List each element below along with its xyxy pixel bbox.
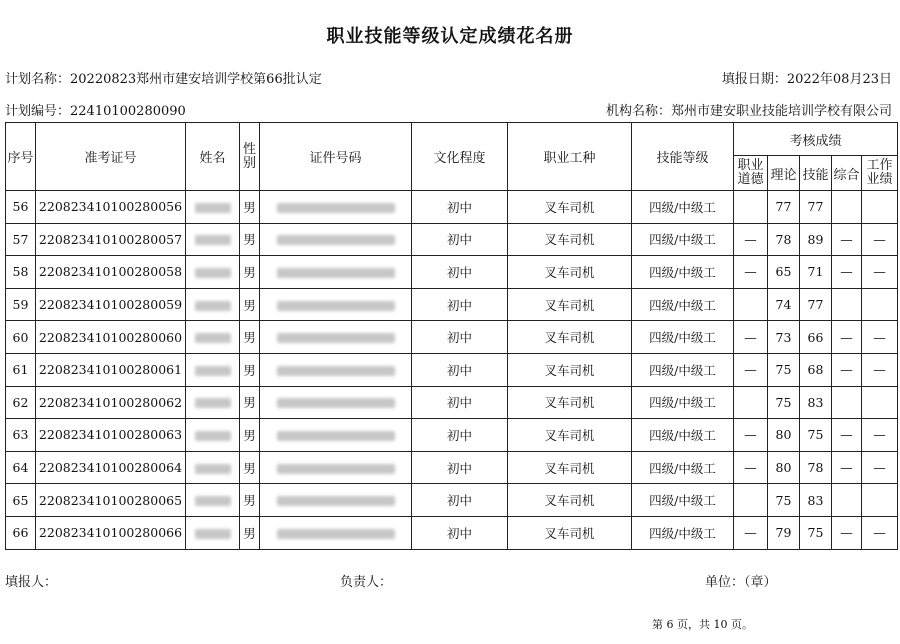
row-performance-score (862, 386, 898, 419)
row-skill-score: 66 (800, 321, 832, 354)
row-level: 四级/中级工 (632, 484, 734, 517)
row-level: 四级/中级工 (632, 353, 734, 386)
row-theory-score: 79 (768, 516, 800, 549)
redacted-id-number (277, 529, 395, 539)
redacted-name (195, 203, 231, 213)
row-level: 四级/中级工 (632, 386, 734, 419)
row-ticket-number: 220823410100280062 (36, 386, 186, 419)
row-education: 初中 (412, 484, 508, 517)
row-education: 初中 (412, 256, 508, 289)
row-seq: 63 (6, 419, 36, 452)
row-skill-score: 89 (800, 223, 832, 256)
header-name: 姓名 (186, 123, 240, 191)
row-ethics-score: — (734, 321, 768, 354)
footer-filler: 填报人： (5, 575, 58, 590)
row-education: 初中 (412, 451, 508, 484)
row-theory-score: 74 (768, 288, 800, 321)
plan-name (5, 68, 322, 87)
row-ticket-number: 220823410100280058 (36, 256, 186, 289)
row-ethics-score (734, 386, 768, 419)
row-seq: 62 (6, 386, 36, 419)
row-occupation: 叉车司机 (508, 386, 632, 419)
table-row (6, 484, 898, 517)
row-skill-score: 77 (800, 288, 832, 321)
table-row (6, 256, 898, 289)
row-gender: 男 (240, 321, 260, 354)
row-name (186, 516, 240, 549)
row-ethics-score: — (734, 353, 768, 386)
row-seq: 60 (6, 321, 36, 354)
row-comprehensive-score (832, 484, 862, 517)
row-ethics-score (734, 484, 768, 517)
row-ticket-number: 220823410100280056 (36, 191, 186, 224)
redacted-id-number (277, 398, 395, 408)
row-ticket-number: 220823410100280057 (36, 223, 186, 256)
row-gender: 男 (240, 256, 260, 289)
redacted-name (195, 333, 231, 343)
row-name (186, 223, 240, 256)
row-gender: 男 (240, 419, 260, 452)
row-skill-score: 68 (800, 353, 832, 386)
row-level: 四级/中级工 (632, 288, 734, 321)
table-row (6, 516, 898, 549)
plan-number-label: 计划编号： (5, 104, 71, 119)
row-education: 初中 (412, 191, 508, 224)
row-comprehensive-score: — (832, 516, 862, 549)
organization-label: 机构名称： (605, 104, 671, 119)
header-skill: 技能 (800, 156, 832, 191)
row-education: 初中 (412, 223, 508, 256)
redacted-name (195, 529, 231, 539)
redacted-id-number (277, 496, 395, 506)
row-performance-score: — (862, 353, 898, 386)
header-level: 技能等级 (632, 123, 734, 191)
redacted-name (195, 496, 231, 506)
row-seq: 56 (6, 191, 36, 224)
row-level: 四级/中级工 (632, 223, 734, 256)
redacted-id-number (277, 431, 395, 441)
row-id-number (260, 321, 412, 354)
header-ethics: 职业道德 (734, 156, 768, 191)
row-comprehensive-score (832, 191, 862, 224)
header-theory: 理论 (768, 156, 800, 191)
redacted-name (195, 301, 231, 311)
row-occupation: 叉车司机 (508, 353, 632, 386)
row-id-number (260, 516, 412, 549)
row-education: 初中 (412, 516, 508, 549)
row-seq: 65 (6, 484, 36, 517)
redacted-id-number (277, 301, 395, 311)
row-skill-score: 78 (800, 451, 832, 484)
row-theory-score: 65 (768, 256, 800, 289)
plan-name-value: 20220823郑州市建安培训学校第66批认定 (70, 72, 322, 87)
redacted-name (195, 366, 231, 376)
row-education: 初中 (412, 321, 508, 354)
row-occupation: 叉车司机 (508, 419, 632, 452)
row-level: 四级/中级工 (632, 321, 734, 354)
table-row (6, 191, 898, 224)
document-title: 职业技能等级认定成绩花名册 (326, 26, 574, 47)
row-occupation: 叉车司机 (508, 451, 632, 484)
row-level: 四级/中级工 (632, 191, 734, 224)
row-skill-score: 83 (800, 484, 832, 517)
row-comprehensive-score: — (832, 451, 862, 484)
row-seq: 57 (6, 223, 36, 256)
row-name (186, 451, 240, 484)
header-occupation: 职业工种 (508, 123, 632, 191)
row-performance-score: — (862, 321, 898, 354)
redacted-id-number (277, 366, 395, 376)
row-name (186, 321, 240, 354)
row-seq: 61 (6, 353, 36, 386)
row-theory-score: 77 (768, 191, 800, 224)
header-scores: 考核成绩 (734, 123, 898, 156)
row-comprehensive-score: — (832, 419, 862, 452)
row-ethics-score: — (734, 419, 768, 452)
plan-number-value: 22410100280090 (70, 104, 186, 119)
row-ethics-score (734, 191, 768, 224)
row-ticket-number: 220823410100280066 (36, 516, 186, 549)
row-gender: 男 (240, 191, 260, 224)
header-seq: 序号 (6, 123, 36, 191)
row-performance-score (862, 288, 898, 321)
row-seq: 64 (6, 451, 36, 484)
row-performance-score: — (862, 223, 898, 256)
row-performance-score: — (862, 451, 898, 484)
row-ticket-number: 220823410100280061 (36, 353, 186, 386)
redacted-name (195, 464, 231, 474)
table-row (6, 288, 898, 321)
redacted-name (195, 431, 231, 441)
table-row (6, 223, 898, 256)
fill-date-label: 填报日期： (721, 72, 787, 87)
row-comprehensive-score: — (832, 353, 862, 386)
row-performance-score: — (862, 256, 898, 289)
row-ethics-score (734, 288, 768, 321)
table-row (6, 321, 898, 354)
row-ethics-score: — (734, 256, 768, 289)
header-gender: 性别 (240, 123, 260, 191)
row-education: 初中 (412, 419, 508, 452)
row-name (186, 256, 240, 289)
row-performance-score (862, 191, 898, 224)
header-education: 文化程度 (412, 123, 508, 191)
redacted-id-number (277, 464, 395, 474)
row-id-number (260, 484, 412, 517)
fill-date-value: 2022年08月23日 (786, 72, 892, 87)
row-id-number (260, 191, 412, 224)
row-theory-score: 73 (768, 321, 800, 354)
row-level: 四级/中级工 (632, 256, 734, 289)
row-name (186, 419, 240, 452)
row-theory-score: 80 (768, 419, 800, 452)
row-theory-score: 78 (768, 223, 800, 256)
row-education: 初中 (412, 386, 508, 419)
row-gender: 男 (240, 484, 260, 517)
row-level: 四级/中级工 (632, 516, 734, 549)
row-education: 初中 (412, 288, 508, 321)
row-id-number (260, 288, 412, 321)
row-occupation: 叉车司机 (508, 256, 632, 289)
header-comprehensive: 综合 (832, 156, 862, 191)
row-gender: 男 (240, 516, 260, 549)
row-id-number (260, 256, 412, 289)
row-theory-score: 80 (768, 451, 800, 484)
row-seq: 66 (6, 516, 36, 549)
table-row (6, 419, 898, 452)
row-skill-score: 75 (800, 516, 832, 549)
fill-date (722, 68, 892, 87)
row-ticket-number: 220823410100280064 (36, 451, 186, 484)
row-name (186, 353, 240, 386)
redacted-name (195, 398, 231, 408)
redacted-name (195, 235, 231, 245)
row-name (186, 386, 240, 419)
row-comprehensive-score (832, 386, 862, 419)
row-theory-score: 75 (768, 386, 800, 419)
row-ticket-number: 220823410100280060 (36, 321, 186, 354)
row-ethics-score: — (734, 516, 768, 549)
row-ticket-number: 220823410100280065 (36, 484, 186, 517)
row-name (186, 191, 240, 224)
header-performance: 工作业绩 (862, 156, 898, 191)
row-ticket-number: 220823410100280063 (36, 419, 186, 452)
row-comprehensive-score: — (832, 321, 862, 354)
plan-number (5, 100, 186, 119)
row-id-number (260, 451, 412, 484)
row-id-number (260, 223, 412, 256)
row-theory-score: 75 (768, 484, 800, 517)
row-comprehensive-score: — (832, 223, 862, 256)
row-id-number (260, 386, 412, 419)
row-seq: 59 (6, 288, 36, 321)
row-ticket-number: 220823410100280059 (36, 288, 186, 321)
row-ethics-score: — (734, 451, 768, 484)
redacted-id-number (277, 333, 395, 343)
footer-unit: 单位：（章） (705, 575, 777, 590)
row-skill-score: 83 (800, 386, 832, 419)
row-occupation: 叉车司机 (508, 484, 632, 517)
row-ethics-score: — (734, 223, 768, 256)
header-id-number: 证件号码 (260, 123, 412, 191)
footer-responsible: 负责人： (340, 575, 393, 590)
row-occupation: 叉车司机 (508, 191, 632, 224)
row-id-number (260, 419, 412, 452)
row-theory-score: 75 (768, 353, 800, 386)
row-gender: 男 (240, 386, 260, 419)
redacted-id-number (277, 235, 395, 245)
row-name (186, 288, 240, 321)
plan-name-label: 计划名称： (5, 72, 71, 87)
row-comprehensive-score: — (832, 256, 862, 289)
row-performance-score: — (862, 516, 898, 549)
row-gender: 男 (240, 353, 260, 386)
row-level: 四级/中级工 (632, 451, 734, 484)
page-number: 第 6 页，共 10 页。 (652, 618, 753, 631)
organization-value: 郑州市建安职业技能培训学校有限公司 (670, 104, 892, 119)
row-id-number (260, 353, 412, 386)
row-occupation: 叉车司机 (508, 223, 632, 256)
organization (606, 100, 892, 119)
table-row (6, 386, 898, 419)
row-comprehensive-score (832, 288, 862, 321)
row-gender: 男 (240, 223, 260, 256)
row-skill-score: 77 (800, 191, 832, 224)
table-row (6, 353, 898, 386)
row-education: 初中 (412, 353, 508, 386)
row-occupation: 叉车司机 (508, 516, 632, 549)
row-name (186, 484, 240, 517)
redacted-id-number (277, 203, 395, 213)
redacted-name (195, 268, 231, 278)
row-occupation: 叉车司机 (508, 288, 632, 321)
header-ticket: 准考证号 (36, 123, 186, 191)
row-gender: 男 (240, 451, 260, 484)
redacted-id-number (277, 268, 395, 278)
row-level: 四级/中级工 (632, 419, 734, 452)
row-performance-score (862, 484, 898, 517)
row-skill-score: 75 (800, 419, 832, 452)
row-skill-score: 71 (800, 256, 832, 289)
row-performance-score: — (862, 419, 898, 452)
row-occupation: 叉车司机 (508, 321, 632, 354)
row-gender: 男 (240, 288, 260, 321)
score-roster-table (5, 122, 898, 550)
table-row (6, 451, 898, 484)
row-seq: 58 (6, 256, 36, 289)
